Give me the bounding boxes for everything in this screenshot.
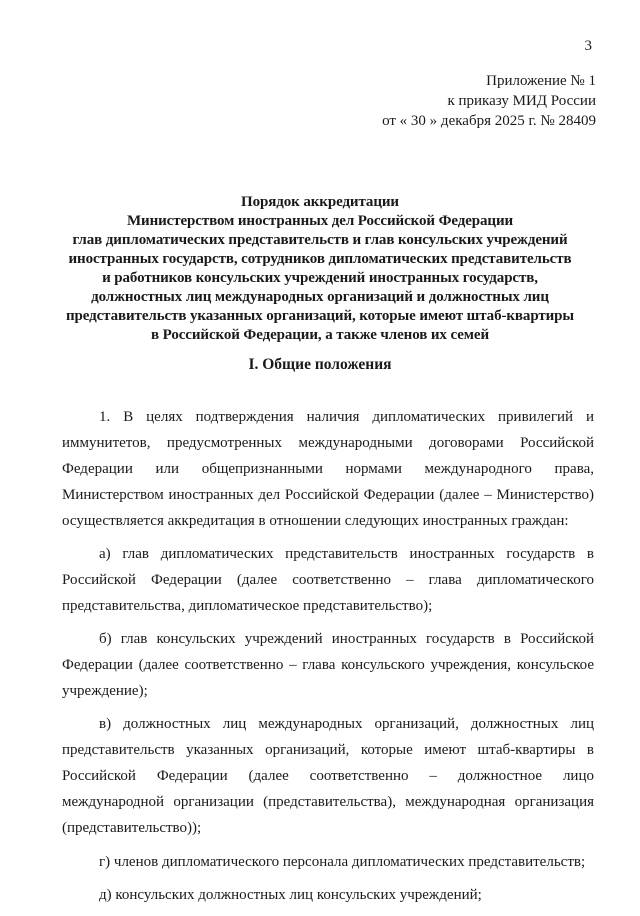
title-line: в Российской Федерации, а также членов их семей — [151, 327, 489, 343]
appendix-line: Приложение № 1 — [486, 73, 596, 89]
page-number: 3 — [584, 38, 592, 54]
paragraph: г) членов дипломатического персонала дипломатических представительств; — [99, 853, 586, 870]
paragraph: б) глав консульских учреждений иностранных государств в Российской Федерации (далее соответственно – глава консульского учреждения, консульское учреждение); — [62, 631, 594, 700]
title-line: должностных лиц международных организаций и должностных лиц — [91, 289, 549, 305]
title-line: Министерством иностранных дел Российской Федерации — [126, 213, 514, 229]
paragraph: а) глав дипломатических представительств иностранных государств в Российской Федерации (далее соответственно – глава дипломатического представительства, дипломатическое представительство); — [62, 546, 594, 614]
appendix-line: к приказу МИД России — [447, 93, 596, 109]
document-body — [62, 405, 594, 916]
title-line: и работников консульских учреждений иностранных государств, — [102, 270, 538, 286]
appendix-line: от « 30 » декабря 2025 г. № 28409 — [382, 113, 596, 129]
title-line: представительств указанных организаций, которые имеют штаб-квартиры — [65, 308, 575, 324]
section-heading: I. Общие положения — [248, 356, 392, 373]
appendix-header — [382, 71, 596, 131]
title-line: иностранных государств, сотрудников дипломатических представительств — [68, 251, 572, 267]
paragraph: 1. В целях подтверждения наличия дипломатических привилегий и иммунитетов, предусмотренных международными договорами Российской Федерации или общепризнанными нормами международного права, Министерством иностранных дел Российской Федерации (далее – Министерство) осуществляется аккредитация в отношении следующих иностранных граждан: — [62, 409, 594, 529]
paragraph: д) консульских должностных лиц консульских учреждений; — [99, 886, 482, 903]
document-title — [50, 193, 590, 345]
title-line: глав дипломатических представительств и глав консульских учреждений — [72, 232, 568, 248]
title-line: Порядок аккредитации — [241, 194, 399, 210]
paragraph: в) должностных лиц международных организаций, должностных лиц представительств указанных организаций, которые имеют штаб-квартиры в Российской Федерации (далее соответственно – должностное лицо международной организации (представительства), международная организация (представительство)); — [62, 716, 594, 837]
